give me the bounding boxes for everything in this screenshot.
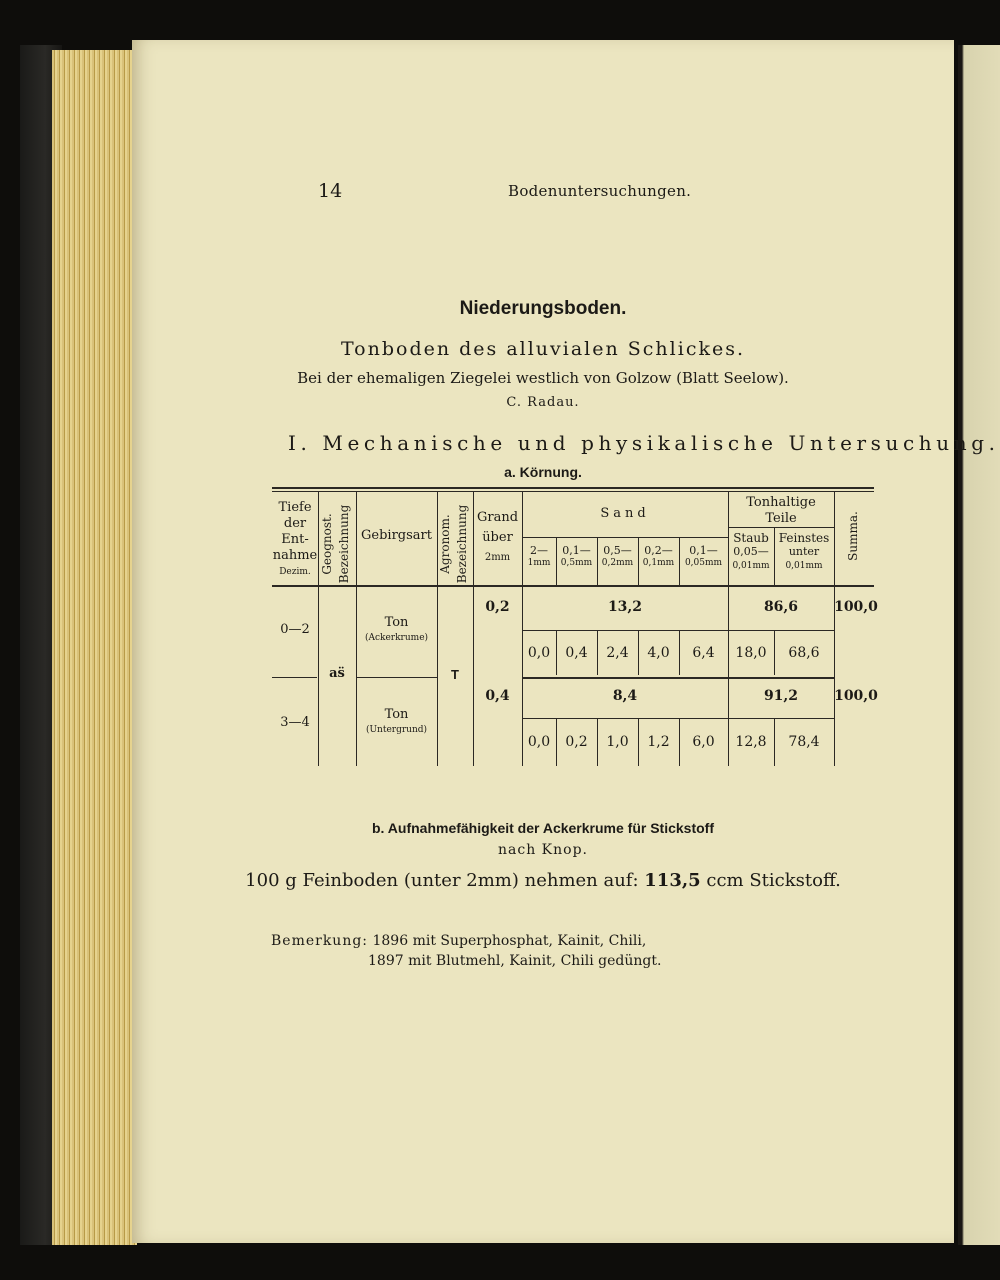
row1-sand-2: 0,4 <box>565 645 588 661</box>
header-sand-col-5: 0,1— 0,05mm <box>684 544 723 568</box>
stickstoff-line: 100 g Feinboden (unter 2mm) nehmen auf: 113,5 ccm Stickstoff. <box>245 870 841 891</box>
row2-grand: 0,4 <box>485 688 510 704</box>
row2-summa: 100,0 <box>834 688 878 704</box>
section-heading: I. Mechanische und physikalische Untersuchung. <box>288 431 1000 455</box>
header-sand: Sand <box>600 506 650 521</box>
row2-tiefe: 3—4 <box>280 715 310 730</box>
header-tiefe: Tiefe der Ent- nahme Dezim. <box>272 500 318 577</box>
header-summa: Summa. <box>846 511 860 561</box>
row2-ton-total: 91,2 <box>763 688 799 704</box>
running-title: Bodenuntersuchungen. <box>508 182 692 200</box>
geognost-value: as̈ <box>329 666 345 681</box>
row1-ton-total: 86,6 <box>763 599 799 615</box>
header-sand-col-4: 0,2— 0,1mm <box>642 544 675 568</box>
header-gebirgsart: Gebirgsart <box>361 528 432 543</box>
subtitle: Tonboden des alluvialen Schlickes. <box>340 338 746 360</box>
row2-sand-4: 1,2 <box>647 734 670 750</box>
agronom-value: T <box>451 667 459 682</box>
row1-grand: 0,2 <box>485 599 510 615</box>
row2-sand-total: 8,4 <box>612 688 638 704</box>
row2-sand-1: 0,0 <box>527 734 551 750</box>
row2-sand-5: 6,0 <box>692 734 715 750</box>
bemerkung-line1: Bemerkung: 1896 mit Superphosphat, Kainit, Chili, <box>271 933 647 949</box>
row1-staub: 18,0 <box>735 645 767 661</box>
row1-sand-5: 6,4 <box>692 645 715 661</box>
row2-feinstes: 78,4 <box>788 734 820 750</box>
row2-sand-3: 1,0 <box>606 734 629 750</box>
row1-sand-3: 2,4 <box>606 645 629 661</box>
page-title: Niederungsboden. <box>459 298 627 319</box>
facing-page-edge <box>958 45 1000 1245</box>
bemerkung-line2: 1897 mit Blutmehl, Kainit, Chili gedüngt. <box>368 953 662 969</box>
book-page <box>132 40 1000 1243</box>
header-sand-col-2: 0,1— 0,5mm <box>560 544 593 568</box>
row1-sand-1: 0,0 <box>527 645 551 661</box>
author: C. Radau. <box>506 395 580 410</box>
row2-sand-2: 0,2 <box>565 734 588 750</box>
header-sand-col-1: 2— 1mm <box>527 544 551 568</box>
page-number: 14 <box>318 180 343 202</box>
row1-sand-total: 13,2 <box>607 599 643 615</box>
header-feinstes: Feinstes unter 0,01mm <box>778 531 830 571</box>
header-grand: Grand über 2mm <box>476 510 519 563</box>
row1-feinstes: 68,6 <box>788 645 820 661</box>
location-line: Bei der ehemaligen Ziegelei westlich von Golzow (Blatt Seelow). <box>297 369 789 387</box>
row1-summa: 100,0 <box>834 599 878 615</box>
subsection-a-heading: a. Körnung. <box>504 464 582 480</box>
header-sand-col-3: 0,5— 0,2mm <box>601 544 634 568</box>
header-tonhaltige: Tonhaltige Teile <box>746 495 816 526</box>
row1-tiefe: 0—2 <box>280 622 310 637</box>
subsection-b-method: nach Knop. <box>498 842 588 858</box>
header-geognost: Geognost. Bezeichnung <box>320 504 351 584</box>
row1-gebirgsart: Ton (Ackerkrume) <box>364 615 429 643</box>
row1-sand-4: 4,0 <box>647 645 670 661</box>
row2-gebirgsart: Ton (Untergrund) <box>365 707 428 735</box>
page-edges <box>52 50 137 1245</box>
subsection-b-heading: b. Aufnahmefähigkeit der Ackerkrume für Stickstoff <box>371 820 715 836</box>
row2-staub: 12,8 <box>735 734 767 750</box>
header-staub: Staub 0,05— 0,01mm <box>732 531 770 571</box>
header-agronom: Agronom. Bezeichnung <box>438 504 469 584</box>
